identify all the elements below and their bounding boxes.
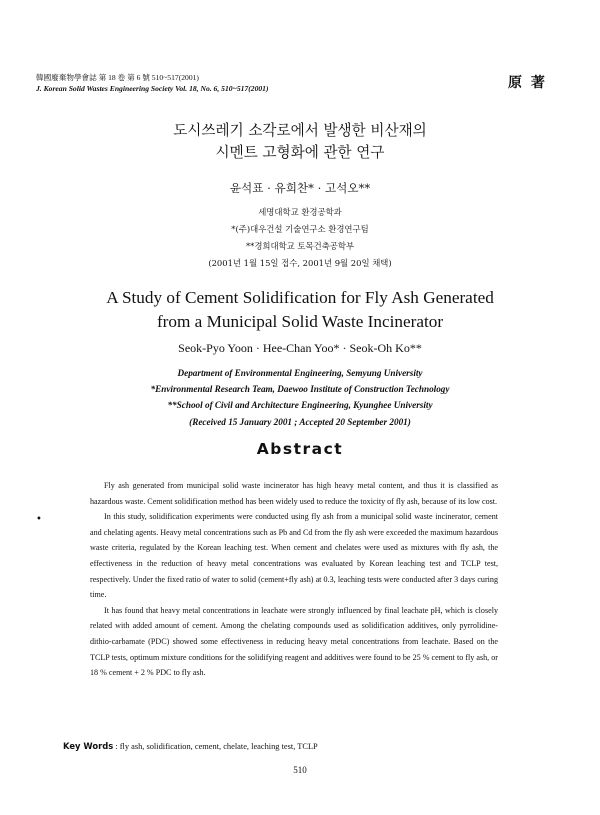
korean-authors: 윤석표 · 유희찬* · 고석오** — [229, 181, 371, 195]
korean-affil-3: **경희대학교 토목건축공학부 — [245, 241, 355, 251]
abstract-paragraph-2: In this study, solidification experiments were conducted using fly ash from a municipal solid waste incinerator, cement and chelating agents. Heavy metal concentrations such as Pb and Cd from the fly ash were exceeded the maximum hazardous waste criteria, regulated by the Korean leaching test. When cement and chelates were used as mixtures with fly ash, the effectiveness in the reduction of heavy metal concentrations was evaluated by Korean leaching test and TCLP test, respectively. Under the fixed ratio of water to solid (cement+fly ash) at 0.3, leaching tests were conducted after 3 days curing time. — [90, 512, 498, 600]
korean-title-line1: 도시쓰레기 소각로에서 발생한 비산재의 — [173, 122, 427, 139]
keywords — [63, 741, 318, 751]
keywords-label: Key Words — [63, 741, 114, 751]
journal-english: J. Korean Solid Wastes Engineering Society Vol. 18, No. 6, 510~517(2001) — [36, 84, 269, 93]
korean-title — [0, 120, 600, 164]
journal-korean: 韓國廢棄物學會誌 第 18 卷 第 6 號 510~517(2001) — [36, 73, 199, 82]
english-authors: Seok-Pyo Yoon · Hee-Chan Yoo* · Seok-Oh Ko** — [178, 341, 422, 355]
korean-dates: (2001년 1월 15일 접수, 2001년 9월 20일 채택) — [208, 258, 392, 268]
article-type-badge: 原 著 — [508, 75, 547, 91]
page-number: 510 — [293, 765, 307, 775]
korean-affiliations — [0, 204, 600, 272]
english-affiliations — [0, 365, 600, 430]
keywords-text: : fly ash, solidification, cement, chelate, leaching test, TCLP — [113, 742, 318, 751]
korean-affil-1: 세명대학교 환경공학과 — [258, 207, 342, 217]
abstract-heading: Abstract — [256, 440, 344, 458]
journal-header — [36, 72, 269, 94]
english-affil-1: Department of Environmental Engineering, Semyung University — [177, 368, 423, 378]
margin-mark: • — [36, 514, 42, 525]
korean-title-line2: 시멘트 고형화에 관한 연구 — [215, 144, 385, 161]
abstract-body — [90, 478, 498, 681]
english-title-line1: A Study of Cement Solidification for Fly Ash Generated — [106, 288, 494, 307]
english-dates: (Received 15 January 2001 ; Accepted 20 September 2001) — [189, 416, 411, 427]
english-title-line2: from a Municipal Solid Waste Incinerator — [156, 312, 444, 331]
korean-affil-2: *(주)대우건설 기술연구소 환경연구팀 — [231, 224, 369, 234]
english-title — [0, 286, 600, 334]
english-affil-2: *Environmental Research Team, Daewoo Institute of Construction Technology — [150, 384, 450, 395]
english-affil-3: **School of Civil and Architecture Engineering, Kyunghee University — [167, 400, 433, 411]
abstract-paragraph-3: It has found that heavy metal concentrations in leachate were strongly influenced by final leachate pH, which is closely related with added amount of cement. Among the chelating compounds used as solidification additives, only pyrrolidine-dithio-carbamate (PDC) showed some effectiveness in reducing heavy metal concentrations from leachate. Based on the TCLP tests, optimum mixture conditions for the solidifying reagent and additives were found to be 25 % cement to fly ash, or 18 % cement + 2 % PDC to fly ash. — [90, 605, 498, 678]
abstract-paragraph-1: Fly ash generated from municipal solid waste incinerator has high heavy metal content, and thus it is classified as hazardous waste. Cement solidification method has been widely used to reduce the toxicity of fly ash, because of its low cost. — [90, 481, 498, 506]
